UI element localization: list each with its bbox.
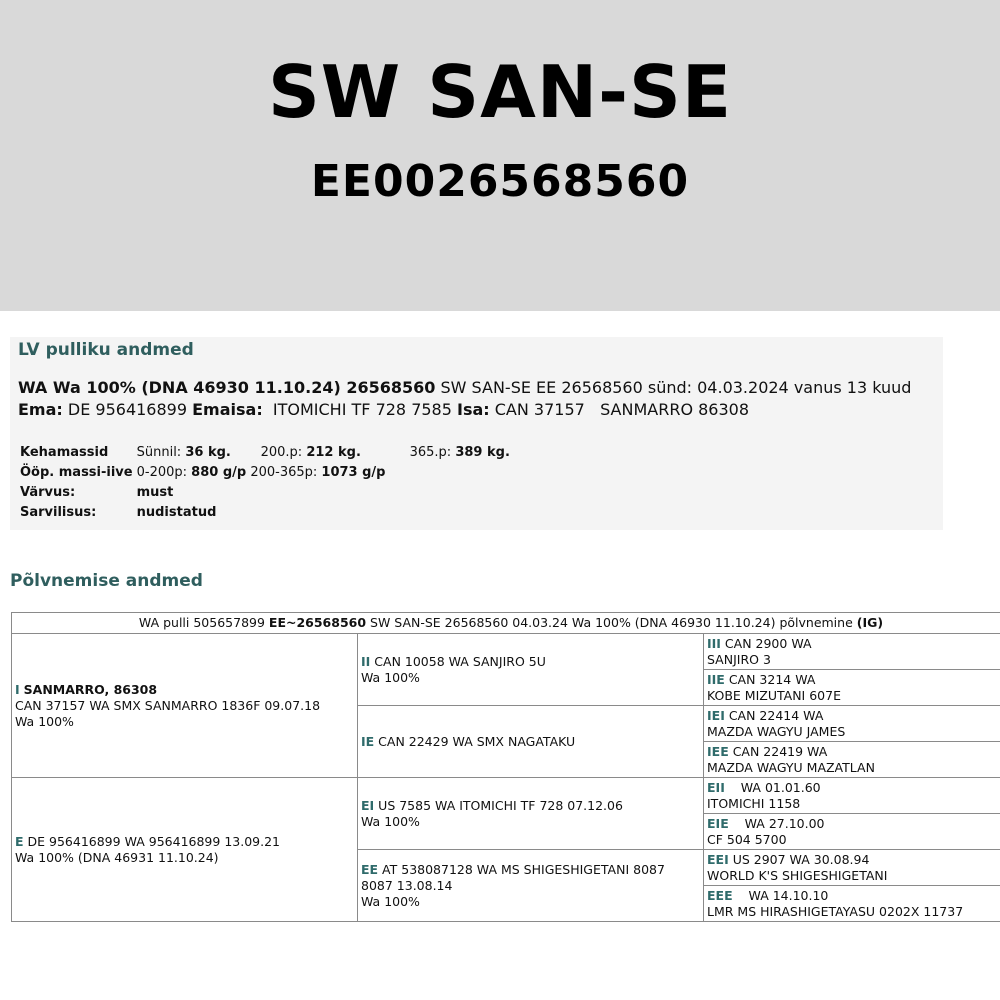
gain-values: 0-200p: 880 g/p 200-365p: 1073 g/p [136,465,386,480]
ancestor-EIE-cell: EIE WA 27.10.00 CF 504 5700 [704,814,1000,850]
paternal-grandsire-cell: II CAN 10058 WA SANJIRO 5U Wa 100% [358,634,704,706]
maternal-granddam-cell: EE AT 538087128 WA MS SHIGESHIGETANI 8087 8087 13.08.14 Wa 100% [358,850,704,922]
horn-row [20,503,514,523]
sire-label: Isa: [457,400,490,419]
bull-birth-info: SW SAN-SE EE 26568560 sünd: 04.03.2024 vanus 13 kuud [435,378,912,397]
maternal-grandsire-cell: EI US 7585 WA ITOMICHI TF 728 07.12.06 Wa 100% [358,778,704,850]
animal-name-title: SW SAN-SE [267,50,733,134]
sire-cell: I SANMARRO, 86308 CAN 37157 WA SMX SANMARRO 1836F 09.07.18 Wa 100% [12,634,358,778]
title-banner [0,0,1000,311]
bull-parents-line [18,399,749,421]
pedigree-table [11,612,1000,922]
birth-weight: Sünnil: 36 kg. [136,445,231,460]
gain-label: Ööp. massi-iive [20,465,133,480]
paternal-granddam-cell: IE CAN 22429 WA SMX NAGATAKU [358,706,704,778]
color-value: must [136,485,174,500]
gain-row [20,463,514,483]
color-row [20,483,514,503]
sire-value: CAN 37157 SANMARRO 86308 [489,400,750,419]
damsire-label: Emaisa: [192,400,263,419]
ancestor-IEI-cell: IEI CAN 22414 WA MAZDA WAGYU JAMES [704,706,1000,742]
dam-cell: E DE 956416899 WA 956416899 13.09.21 Wa 100% (DNA 46931 11.10.24) [12,778,358,922]
ancestor-IEE-cell: IEE CAN 22419 WA MAZDA WAGYU MAZATLAN [704,742,1000,778]
bull-stats-table [20,443,514,523]
ancestor-EII-cell: EII WA 01.01.60 ITOMICHI 1158 [704,778,1000,814]
weight-365: 365.p: 389 kg. [409,445,510,460]
bull-section-title: LV pulliku andmed [18,340,194,360]
bull-main-line [18,377,911,399]
pedigree-header-row [12,613,1000,634]
horn-label: Sarvilisus: [20,505,97,520]
pedigree-header: WA pulli 505657899 EE~26568560 SW SAN-SE 26568560 04.03.24 Wa 100% (DNA 46930 11.10.24) põlvnemine (IG) [12,613,1000,634]
bull-breed-id: WA Wa 100% (DNA 46930 11.10.24) 26568560 [18,378,436,397]
ancestor-EEI-cell: EEI US 2907 WA 30.08.94 WORLD K'S SHIGESHIGETANI [704,850,1000,886]
ancestor-III-cell: III CAN 2900 WA SANJIRO 3 [704,634,1000,670]
ancestor-EEE-cell: EEE WA 14.10.10 LMR MS HIRASHIGETAYASU 0202X 11737 [704,886,1000,922]
ancestor-IIE-cell: IIE CAN 3214 WA KOBE MIZUTANI 607E [704,670,1000,706]
dam-label: Ema: [18,400,63,419]
weight-200: 200.p: 212 kg. [260,445,361,460]
color-label: Värvus: [20,485,76,500]
weights-label: Kehamassid [20,445,109,460]
damsire-value: ITOMICHI TF 728 7585 [262,400,457,419]
pedigree-section-title: Põlvnemise andmed [10,571,203,591]
horn-value: nudistatud [136,505,217,520]
animal-id-subtitle: EE0026568560 [310,156,690,207]
dam-value: DE 956416899 [62,400,193,419]
weights-row [20,443,514,463]
bull-info-box [10,337,943,530]
